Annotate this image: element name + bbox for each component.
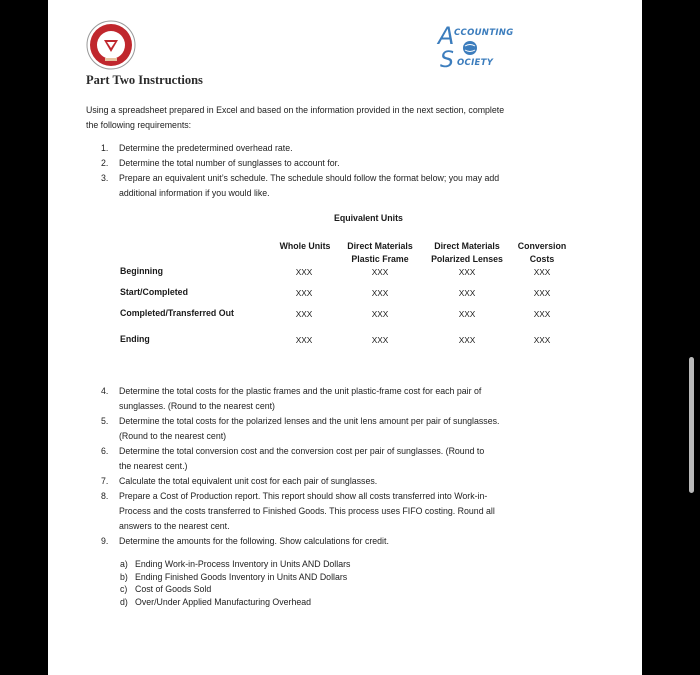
row-label-start-completed: Start/Completed bbox=[120, 287, 188, 297]
table-cell: XXX bbox=[295, 335, 313, 345]
logo-text-accounting: CCOUNTING bbox=[454, 28, 514, 38]
equivalent-units-title: Equivalent Units bbox=[334, 213, 403, 223]
list-item: 3. Prepare an equivalent unit’s schedule. The schedule should follow the format below; you may add additional information if you would like. bbox=[101, 173, 500, 198]
row-label-completed-transferred: Completed/Transferred Out bbox=[120, 308, 234, 318]
list-item: a) Ending Work-in-Process Inventory in Units AND Dollars bbox=[120, 559, 351, 569]
table-cell: XXX bbox=[533, 267, 551, 277]
instruction-list-two bbox=[101, 384, 506, 549]
page-title: Part Two Instructions bbox=[86, 73, 203, 87]
list-item: 9. Determine the amounts for the following. Show calculations for credit. bbox=[101, 536, 389, 546]
table-cell: XXX bbox=[458, 335, 476, 345]
list-item: 6. Determine the total conversion cost and the conversion cost per pair of sunglasses. (Round to the nearest cent.) bbox=[101, 446, 485, 471]
header-whole-units: Whole Units bbox=[279, 241, 331, 251]
table-cell: XXX bbox=[533, 288, 551, 298]
header-conversion-costs: Conversion Costs bbox=[517, 241, 567, 264]
list-item: 5. Determine the total costs for the polarized lenses and the unit lens amount per pair of sunglasses. (Round to the nearest cent) bbox=[101, 416, 500, 441]
instruction-list-one bbox=[101, 141, 501, 201]
list-item: 2. Determine the total number of sunglasses to account for. bbox=[101, 158, 340, 168]
logo-letter-a: A bbox=[438, 22, 455, 50]
table-cell: XXX bbox=[371, 288, 389, 298]
list-item: d) Over/Under Applied Manufacturing Overhead bbox=[120, 596, 312, 607]
row-label-beginning: Beginning bbox=[120, 266, 164, 276]
header-dm-polarized-lenses: Direct Materials Polarized Lenses bbox=[431, 241, 503, 264]
header-dm-plastic-frame: Direct Materials Plastic Frame bbox=[347, 241, 413, 264]
list-item: 4. Determine the total costs for the plastic frames and the unit plastic-frame cost for each pair of sunglasses. (Round to the nearest cent) bbox=[101, 386, 482, 411]
table-cell: XXX bbox=[371, 267, 389, 277]
seal-icon bbox=[86, 20, 136, 70]
row-label-ending: Ending bbox=[120, 334, 150, 344]
scrollbar-thumb[interactable] bbox=[689, 357, 694, 493]
table-cell: XXX bbox=[371, 309, 389, 319]
table-cell: XXX bbox=[533, 309, 551, 319]
globe-icon bbox=[462, 40, 478, 56]
intro-paragraph: Using a spreadsheet prepared in Excel and based on the information provided in the next section, complete the following requirements: bbox=[86, 105, 505, 130]
right-black-border bbox=[642, 0, 700, 675]
list-item: 7. Calculate the total equivalent unit cost for each pair of sunglasses. bbox=[101, 476, 378, 486]
table-cell: XXX bbox=[371, 335, 389, 345]
table-cell: XXX bbox=[295, 309, 313, 319]
list-item: c) Cost of Goods Sold bbox=[120, 584, 212, 594]
table-cell: XXX bbox=[458, 288, 476, 298]
list-item: 8. Prepare a Cost of Production report. This report should show all costs transferred into Work-in-Process and the costs transferred to Finished Goods. This process uses FIFO costing. Round all answers to the nearest cent. bbox=[101, 491, 495, 531]
table-cell: XXX bbox=[458, 309, 476, 319]
table-cell: XXX bbox=[295, 288, 313, 298]
left-black-border bbox=[0, 0, 48, 675]
table-cell: XXX bbox=[533, 335, 551, 345]
table-cell: XXX bbox=[295, 267, 313, 277]
accounting-society-logo bbox=[438, 20, 518, 78]
table-cell: XXX bbox=[458, 267, 476, 277]
logo-text-society: OCIETY bbox=[457, 58, 494, 68]
list-item: b) Ending Finished Goods Inventory in Units AND Dollars bbox=[120, 571, 348, 582]
list-item: 1. Determine the predetermined overhead rate. bbox=[101, 143, 293, 153]
sub-list bbox=[120, 558, 350, 608]
logo-letter-s: S bbox=[440, 48, 455, 73]
